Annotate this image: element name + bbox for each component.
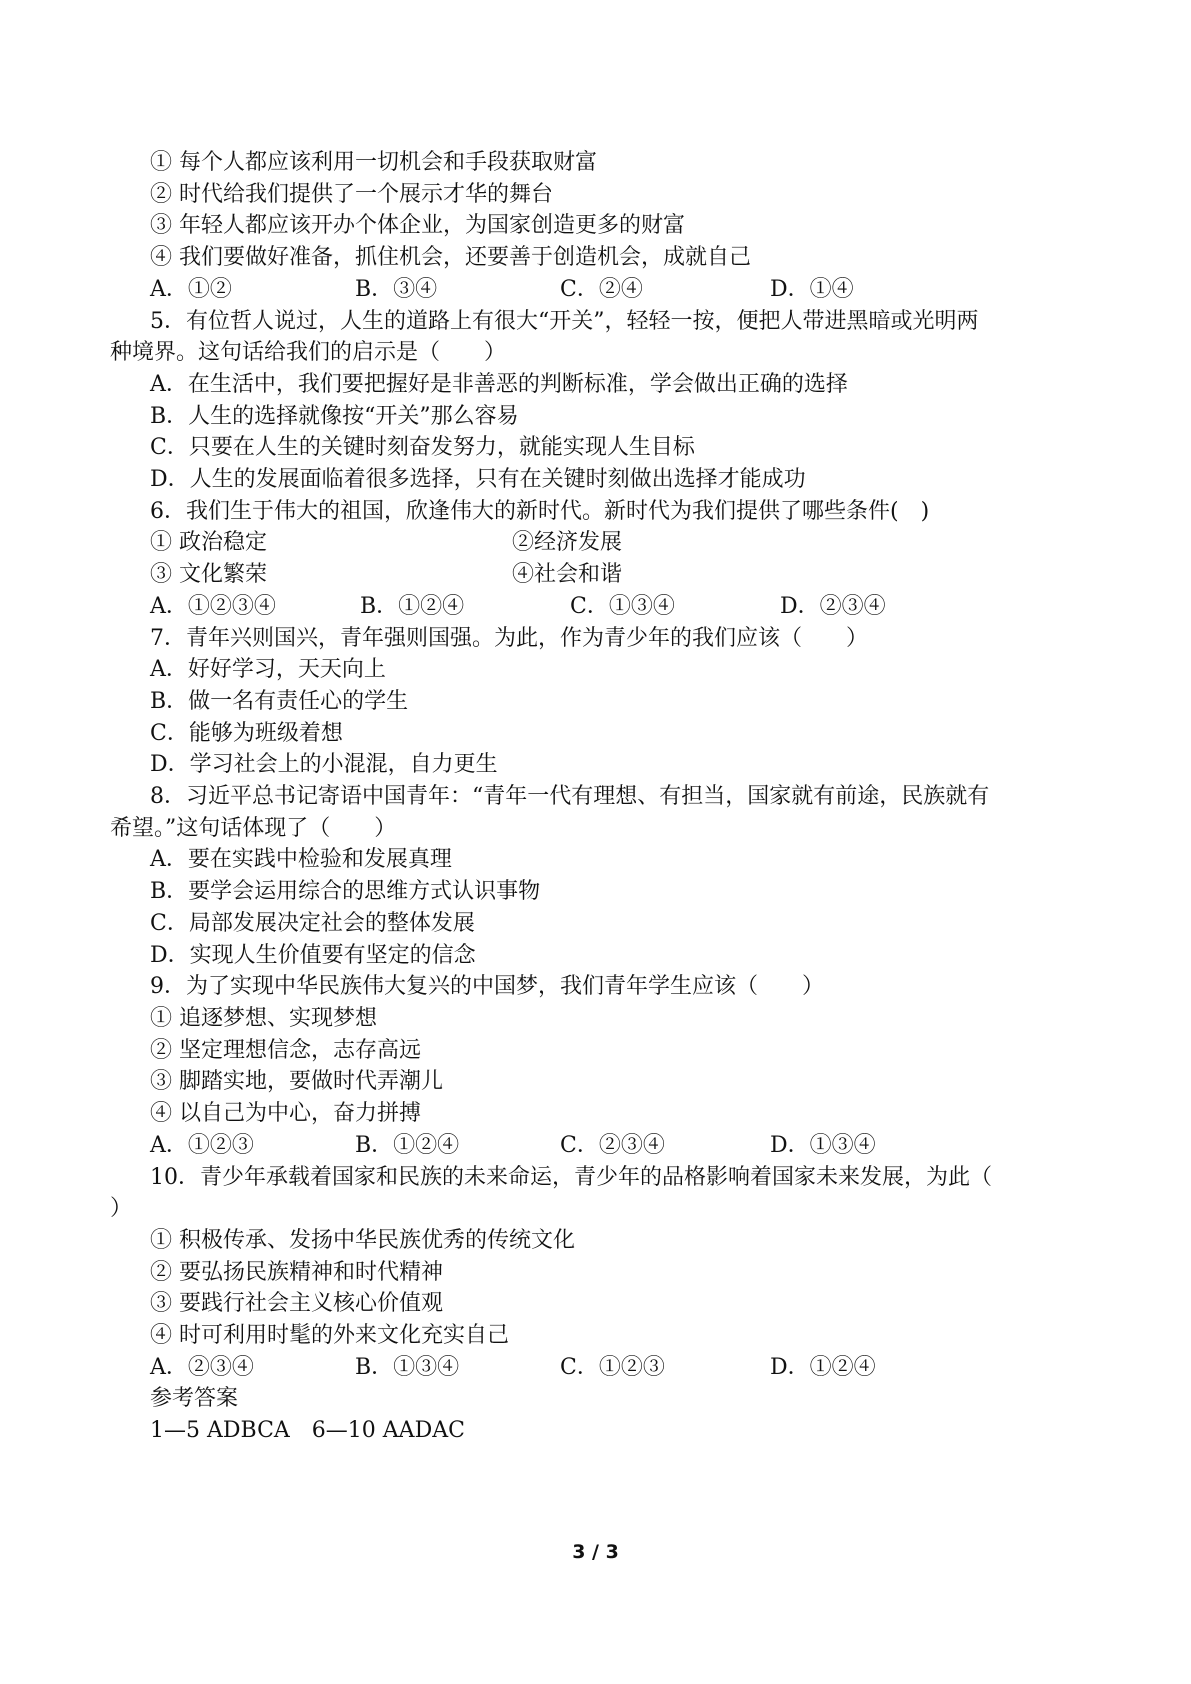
q6-statements-row-1 (150, 527, 1082, 559)
q9-statement-1: ① 追逐梦想、实现梦想 (150, 1005, 377, 1031)
q9-statement-3: ③ 脚踏实地，要做时代弄潮儿 (150, 1069, 443, 1095)
q7-option-c: C．能够为班级着想 (150, 720, 343, 746)
q4-option-c: C．②④ (560, 276, 643, 302)
q5-option-a: A．在生活中，我们要把握好是非善恶的判断标准，学会做出正确的选择 (150, 371, 848, 397)
q6-statement-1: ① 政治稳定 (150, 530, 267, 556)
q9-statement-4: ④ 以自己为中心，奋力拼搏 (150, 1101, 421, 1127)
q9-options (150, 1130, 1082, 1162)
q6-statement-2: ②经济发展 (512, 530, 623, 556)
q7-option-a: A．好好学习，天天向上 (150, 657, 386, 683)
q9-option-d: D．①③④ (770, 1132, 876, 1158)
q5-stem-line-2: 种境界。这句话给我们的启示是（ ） (110, 340, 507, 366)
page-number: 3 / 3 (572, 1541, 619, 1563)
q5-option-c: C．只要在人生的关键时刻奋发努力，就能实现人生目标 (150, 435, 695, 461)
q4-option-d: D．①④ (770, 276, 854, 302)
q4-statement-2: ② 时代给我们提供了一个展示才华的舞台 (150, 181, 553, 207)
q4-options (150, 274, 1082, 306)
q8-stem-line-2: 希望。”这句话体现了（ ） (110, 815, 397, 841)
q6-option-a: A．①②③④ (150, 593, 276, 619)
document-body (110, 147, 1082, 1447)
q6-option-d: D．②③④ (780, 593, 886, 619)
q10-statement-4: ④ 时可利用时髦的外来文化充实自己 (150, 1323, 509, 1349)
q6-statement-4: ④社会和谐 (512, 562, 623, 588)
q4-option-a: A．①② (150, 276, 232, 302)
q10-statement-3: ③ 要践行社会主义核心价值观 (150, 1291, 443, 1317)
q9-option-a: A．①②③ (150, 1132, 254, 1158)
q8-stem-line-1: 8．习近平总书记寄语中国青年：“青年一代有理想、有担当，国家就有前途，民族就有 (150, 784, 990, 810)
q7-option-b: B．做一名有责任心的学生 (150, 688, 409, 714)
q7-stem: 7．青年兴则国兴，青年强则国强。为此，作为青少年的我们应该（ ） (150, 625, 868, 651)
q8-option-a: A．要在实践中检验和发展真理 (150, 847, 452, 873)
q6-statements-row-2 (150, 559, 1082, 591)
q10-option-b: B．①③④ (355, 1354, 460, 1380)
q9-stem: 9．为了实现中华民族伟大复兴的中国梦，我们青年学生应该（ ） (150, 974, 824, 1000)
q9-option-c: C．②③④ (560, 1132, 665, 1158)
q6-option-c: C．①③④ (570, 593, 675, 619)
q4-option-b: B．③④ (355, 276, 438, 302)
q8-option-c: C．局部发展决定社会的整体发展 (150, 910, 475, 936)
q6-statement-3: ③ 文化繁荣 (150, 562, 267, 588)
q8-option-d: D．实现人生价值要有坚定的信念 (150, 942, 476, 968)
q6-options (150, 591, 1082, 623)
q10-stem-line-1: 10．青少年承载着国家和民族的未来命运，青少年的品格影响着国家未来发展，为此（ (150, 1164, 992, 1190)
q8-stem (110, 781, 1082, 844)
answer-key-title: 参考答案 (150, 1386, 239, 1412)
q6-stem: 6．我们生于伟大的祖国，欣逢伟大的新时代。新时代为我们提供了哪些条件( ) (150, 498, 930, 524)
q10-statement-2: ② 要弘扬民族精神和时代精神 (150, 1259, 443, 1285)
q9-option-b: B．①②④ (355, 1132, 460, 1158)
q8-option-b: B．要学会运用综合的思维方式认识事物 (150, 879, 541, 905)
q4-statement-3: ③ 年轻人都应该开办个体企业，为国家创造更多的财富 (150, 213, 685, 239)
q5-option-b: B．人生的选择就像按“开关”那么容易 (150, 403, 519, 429)
q10-option-a: A．②③④ (150, 1354, 254, 1380)
q10-option-d: D．①②④ (770, 1354, 876, 1380)
q10-options (150, 1352, 1082, 1384)
q7-option-d: D．学习社会上的小混混，自力更生 (150, 752, 498, 778)
q4-statement-1: ① 每个人都应该利用一切机会和手段获取财富 (150, 150, 597, 175)
answer-key-text: 1—5 ADBCA 6—10 AADAC (150, 1418, 465, 1444)
q5-stem-line-1: 5．有位哲人说过，人生的道路上有很大“开关”，轻轻一按，便把人带进黑暗或光明两 (150, 308, 979, 334)
q4-statement-4: ④ 我们要做好准备，抓住机会，还要善于创造机会，成就自己 (150, 245, 751, 271)
q9-statement-2: ② 坚定理想信念，志存高远 (150, 1037, 421, 1063)
q10-stem-line-2: ） (110, 1196, 133, 1222)
q5-option-d: D．人生的发展面临着很多选择，只有在关键时刻做出选择才能成功 (150, 467, 806, 493)
q6-option-b: B．①②④ (360, 593, 465, 619)
q10-option-c: C．①②③ (560, 1354, 665, 1380)
q5-stem (110, 306, 1082, 369)
q10-statement-1: ① 积极传承、发扬中华民族优秀的传统文化 (150, 1227, 575, 1253)
q10-stem (110, 1162, 1082, 1225)
